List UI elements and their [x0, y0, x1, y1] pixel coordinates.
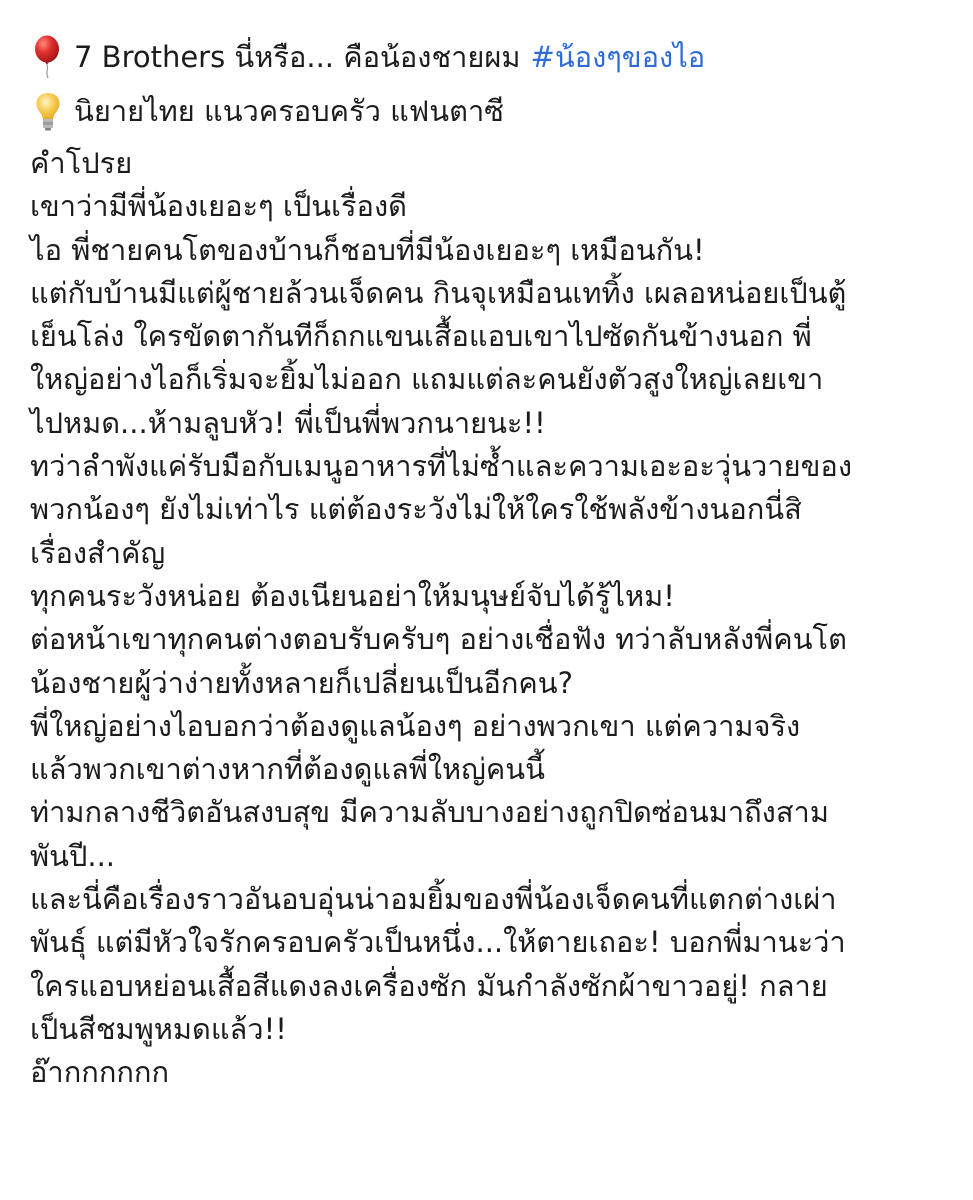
- genre-text: นิยายไทย แนวครอบครัว แฟนตาซี: [74, 94, 504, 128]
- post-body-line: ใครแอบหย่อนเสื้อสีแดงลงเครื่องซัก มันกำลังซักผ้าขาวอยู่! กลาย: [30, 968, 828, 1003]
- post-body-line: แล้วพวกเขาต่างหากที่ต้องดูแลพี่ใหญ่คนนี้: [30, 752, 545, 787]
- post-body-line: พันปี...: [30, 838, 116, 873]
- post-body-line: เย็นโล่ง ใครขัดตากันทีก็ถกแขนเสื้อแอบเขาไปซัดกันข้างนอก พี่: [30, 319, 812, 354]
- lightbulb-icon: [30, 89, 66, 133]
- post-body-line: ทุกคนระวังหน่อย ต้องเนียนอย่าให้มนุษย์จับได้รู้ไหม!: [30, 578, 675, 613]
- post-body-line: ต่อหน้าเขาทุกคนต่างตอบรับครับๆ อย่างเชื่อฟัง ทว่าลับหลังพี่คนโต: [30, 622, 847, 657]
- post-body-line: เรื่องสำคัญ: [30, 535, 166, 570]
- post-body-line: เขาว่ามีพี่น้องเยอะๆ เป็นเรื่องดี: [30, 189, 407, 224]
- post-body-line: ใหญ่อย่างไอก็เริ่มจะยิ้มไม่ออก แถมแต่ละคนยังตัวสูงใหญ่เลยเขา: [30, 362, 824, 397]
- post-body-line: คำโปรย: [30, 146, 133, 180]
- post-body-line: ไอ พี่ชายคนโตของบ้านก็ชอบที่มีน้องเยอะๆ เหมือนกัน!: [30, 232, 705, 267]
- post-body-line: อ๊ากกกกกก: [30, 1055, 170, 1090]
- post-headline-genre: [30, 84, 960, 138]
- post-headline-title: [30, 30, 960, 84]
- headline-text: 7 Brothers นี่หรือ... คือน้องชายผม: [74, 40, 521, 74]
- post-body-line: แต่กับบ้านมีแต่ผู้ชายล้วนเจ็ดคน กินจุเหมือนเททิ้ง เผลอหน่อยเป็นตู้: [30, 275, 847, 310]
- post-body-line: เป็นสีชมพูหมดแล้ว!!: [30, 1011, 287, 1046]
- post-content: [30, 30, 960, 1095]
- post-body: [30, 142, 960, 1095]
- post-body-line: ท่ามกลางชีวิตอันสงบสุข มีความลับบางอย่างถูกปิดซ่อนมาถึงสาม: [30, 795, 829, 830]
- post-body-line: ไปหมด...ห้ามลูบหัว! พี่เป็นพี่พวกนายนะ!!: [30, 405, 546, 440]
- balloon-icon: [30, 35, 66, 79]
- post-body-line: และนี่คือเรื่องราวอันอบอุ่นน่าอมยิ้มของพี่น้องเจ็ดคนที่แตกต่างเผ่า: [30, 882, 837, 917]
- post-body-line: พี่ใหญ่อย่างไอบอกว่าต้องดูแลน้องๆ อย่างพวกเขา แต่ความจริง: [30, 708, 801, 743]
- post-body-line: พันธุ์ แต่มีหัวใจรักครอบครัวเป็นหนึ่ง...ให้ตายเถอะ! บอกพี่มานะว่า: [30, 925, 846, 960]
- post-body-line: น้องชายผู้ว่าง่ายทั้งหลายก็เปลี่ยนเป็นอีกคน?: [30, 665, 573, 700]
- post-body-line: พวกน้องๆ ยังไม่เท่าไร แต่ต้องระวังไม่ให้ใครใช้พลังข้างนอกนี่สิ: [30, 492, 802, 527]
- hashtag-link[interactable]: #น้องๆของไอ: [530, 40, 706, 74]
- post-body-line: ทว่าลำพังแค่รับมือกับเมนูอาหารที่ไม่ซ้ำและความเอะอะวุ่นวายของ: [30, 449, 852, 484]
